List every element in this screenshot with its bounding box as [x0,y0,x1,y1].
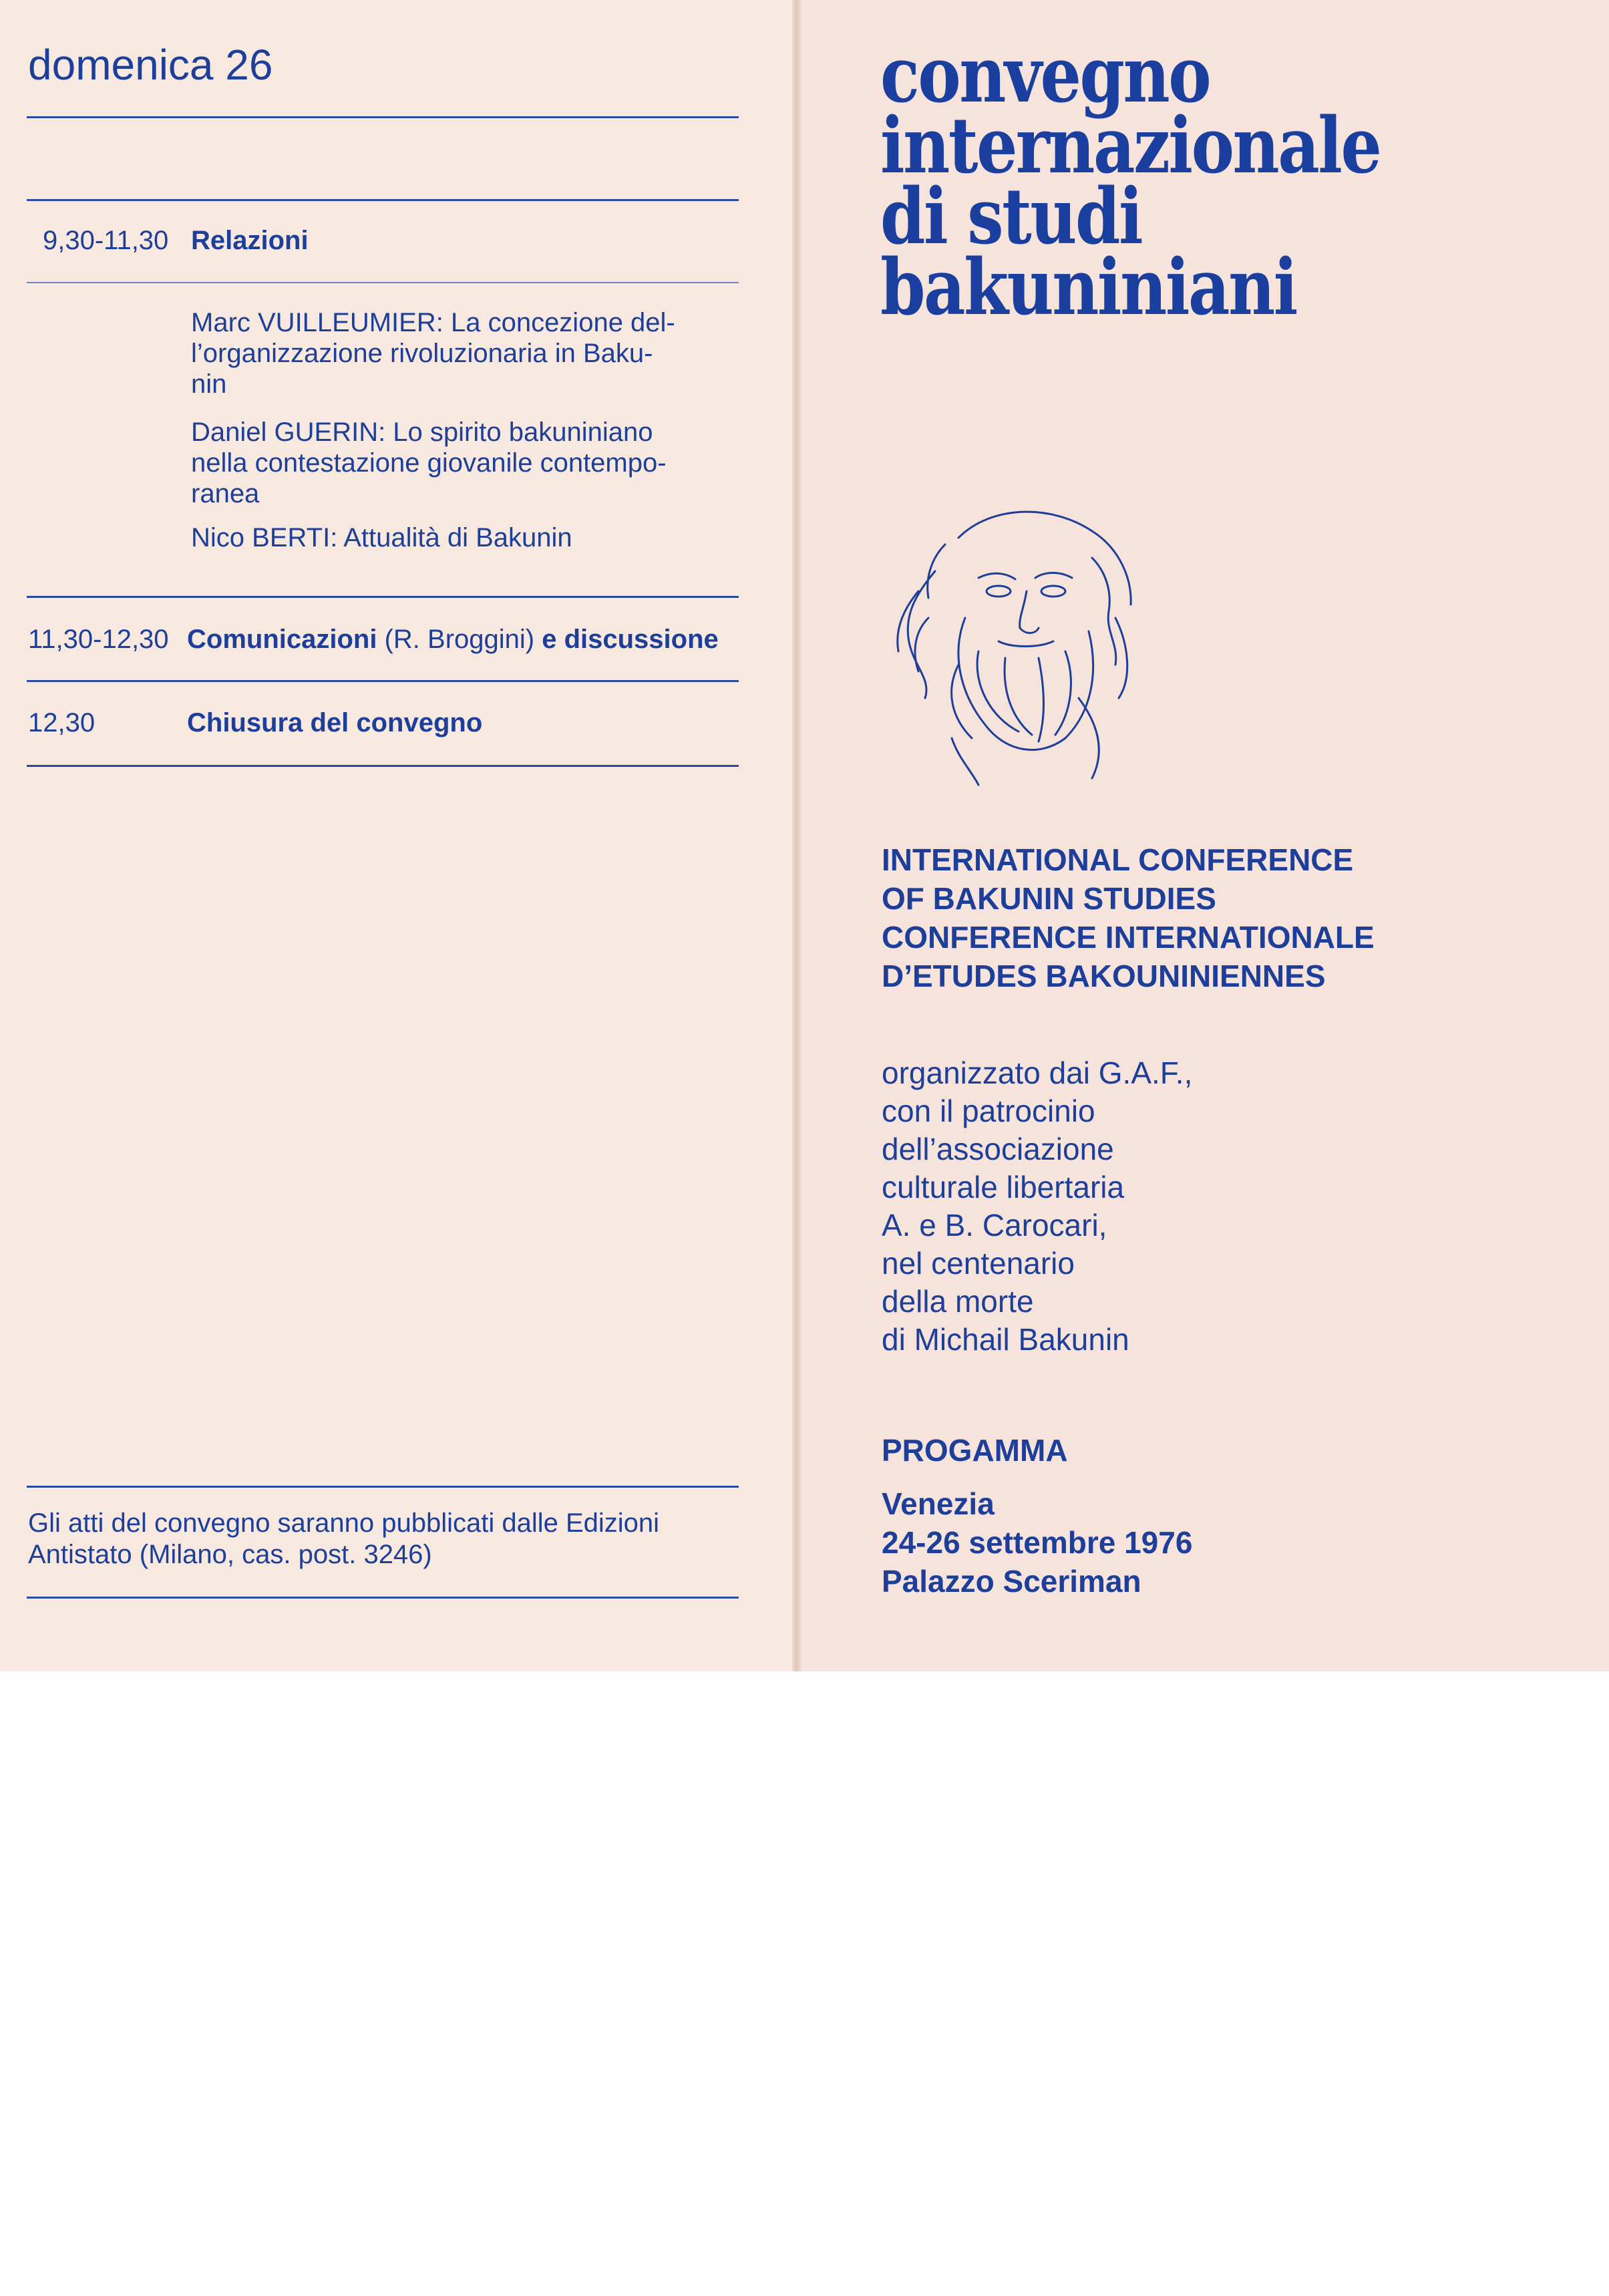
session-title: Comunicazioni (R. Broggini) e discussione [187,625,719,654]
program-label: PROGAMMA [882,1433,1068,1468]
bakunin-portrait-icon [878,498,1159,788]
divider [27,1486,739,1488]
day-heading: domenica 26 [28,41,273,89]
session-time: 11,30-12,30 [28,625,169,654]
talk-berti: Nico BERTI: Attualità di Bakunin [191,523,572,552]
divider [27,116,739,118]
divider [27,199,739,201]
session-time: 9,30-11,30 [43,226,169,255]
divider [27,680,739,682]
session-title: Relazioni [191,226,309,255]
session-title: Chiusura del convegno [187,708,483,737]
talk-vuilleumier: Marc VUILLEUMIER: La concezione del- l’organizzazione rivoluzionaria in Baku- nin [191,308,675,399]
divider [27,596,739,598]
divider [27,282,739,283]
divider [27,765,739,767]
proceedings-note: Gli atti del convegno saranno pubblicati dalle Edizioni Antistato (Milano, cas. post. 3246) [28,1508,660,1569]
session-time: 12,30 [28,708,96,737]
venue-city: Venezia [882,1486,995,1521]
program-block [882,1431,1192,1601]
venue-building: Palazzo Sceriman [882,1564,1141,1599]
divider [27,1597,739,1599]
organizer-text: organizzato dai G.A.F., con il patrocinio dell’associazione culturale libertaria A. e B. Carocari, nel centenario della morte di Michail Bakunin [882,1055,1193,1357]
fold-line [792,0,801,1671]
english-french-title: INTERNATIONAL CONFERENCE OF BAKUNIN STUDIES CONFERENCE INTERNATIONALE D’ETUDES BAKOUNINIENNES [882,842,1375,993]
conference-title: convegno internazionale di studi bakuniniani [880,30,1381,333]
venue-dates: 24-26 settembre 1976 [882,1525,1193,1560]
talk-guerin: Daniel GUERIN: Lo spirito bakuniniano nella contestazione giovanile contempo- ranea [191,418,667,508]
